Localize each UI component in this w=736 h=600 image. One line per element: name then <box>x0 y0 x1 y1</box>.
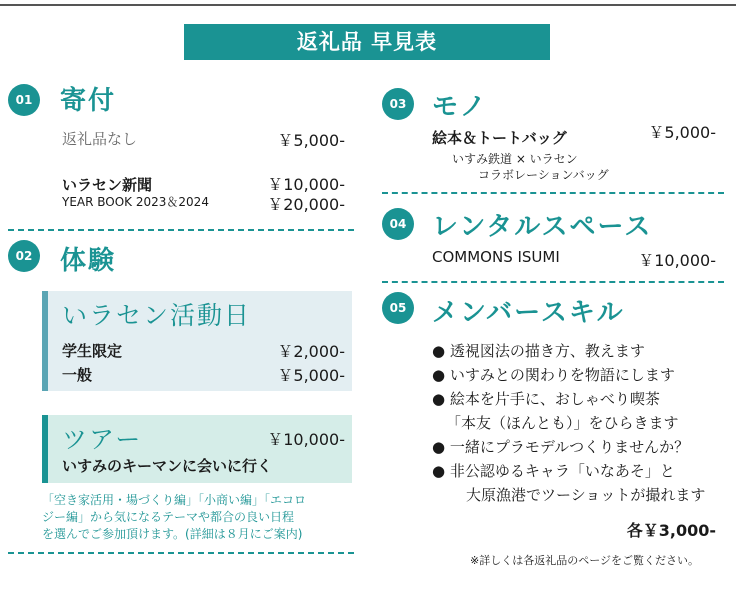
tour-note-line: を選んでご参加頂けます。(詳細は８月にご案内) <box>42 527 303 541</box>
tour-note <box>42 492 352 543</box>
section-title-donation: 寄付 <box>60 86 117 116</box>
tour-note-line: ジー編」から気になるテーマや都合の良い日程 <box>42 510 295 524</box>
skill-item: ● 絵本を片手に、おしゃべり喫茶 <box>432 390 660 408</box>
commons-isumi-label: COMMONS ISUMI <box>432 248 560 266</box>
section-number-05: 05 <box>382 292 414 324</box>
commons-isumi-price: ￥10,000- <box>638 251 716 270</box>
skill-item-continued: 大原漁港でツーショットが撮れます <box>466 486 706 504</box>
student-price: ￥2,000- <box>277 342 345 361</box>
footnote: ※詳しくは各返礼品のページをご覧ください。 <box>470 554 699 567</box>
tour-title: ツアー <box>62 425 143 454</box>
divider <box>8 552 354 554</box>
section-number-02: 02 <box>8 240 40 272</box>
skill-item: ● いすみとの関わりを物語にします <box>432 366 675 384</box>
section-number-03: 03 <box>382 88 414 120</box>
skill-price: 各￥3,000- <box>626 521 716 540</box>
tour-price: ￥10,000- <box>267 430 345 449</box>
divider <box>382 192 724 194</box>
section-number-04: 04 <box>382 208 414 240</box>
tour-subtitle: いすみのキーマンに会いに行く <box>62 457 273 475</box>
page-title: 返礼品 早見表 <box>184 24 550 60</box>
no-gift-label: 返礼品なし <box>62 130 138 148</box>
no-gift-price: ￥5,000- <box>277 131 345 150</box>
skill-item-continued: 「本友（ほんとも）」をひらきます <box>446 414 679 432</box>
yearbook-label: YEAR BOOK 2023＆2024 <box>62 195 209 209</box>
skill-item: ● 非公認ゆるキャラ「いなあそ」と <box>432 462 675 480</box>
newspaper-label: いラセン新聞 <box>62 176 153 194</box>
general-label: 一般 <box>62 366 93 384</box>
top-rule <box>0 4 736 6</box>
book-tote-price: ￥5,000- <box>648 123 716 142</box>
book-tote-label: 絵本＆トートバッグ <box>432 129 567 147</box>
skill-item: ● 透視図法の描き方、教えます <box>432 342 645 360</box>
skill-item: ● 一緒にプラモデルつくりませんか？ <box>432 438 690 456</box>
newspaper-price: ￥10,000- <box>267 175 345 194</box>
divider <box>8 229 354 231</box>
section-number-01: 01 <box>8 84 40 116</box>
activity-day-title: いラセン活動日 <box>62 301 252 330</box>
tour-note-line: 「空き家活用・場づくり編」「小商い編」「エコロ <box>42 493 307 507</box>
collab-line-2: コラボレーションバッグ <box>478 168 609 182</box>
section-title-member-skill: メンバースキル <box>432 298 625 328</box>
section-title-experience: 体験 <box>60 246 117 276</box>
divider <box>382 281 724 283</box>
general-price: ￥5,000- <box>277 366 345 385</box>
yearbook-price: ￥20,000- <box>267 195 345 214</box>
student-label: 学生限定 <box>62 342 123 360</box>
section-title-goods: モノ <box>432 92 488 122</box>
section-title-rental-space: レンタルスペース <box>432 212 653 242</box>
collab-line-1: いすみ鉄道 × いラセン <box>452 152 578 166</box>
